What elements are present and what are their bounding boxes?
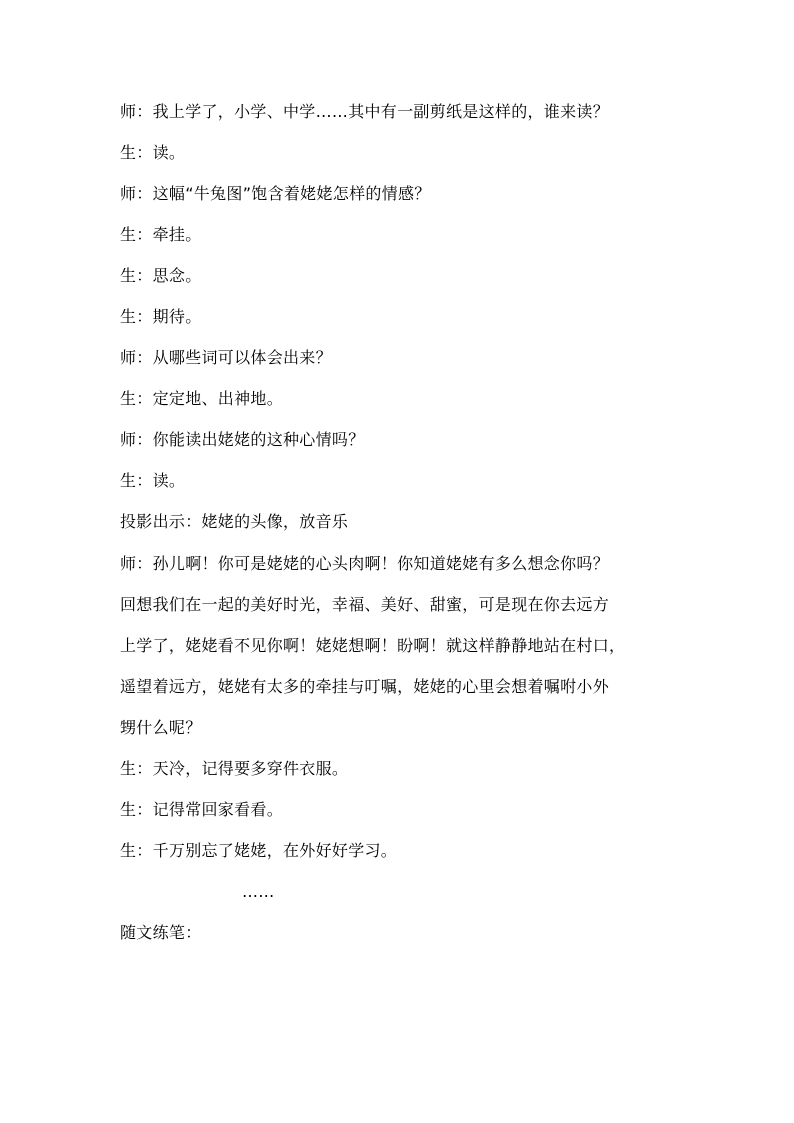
dialogue-line: 生：期待。 — [120, 307, 202, 326]
dialogue-line: 师：你能读出姥姥的这种心情吗？ — [120, 430, 365, 449]
dialogue-line: 师：我上学了，小学、中学……其中有一副剪纸是这样的，谁来读？ — [120, 102, 610, 121]
paragraph-line: 师：孙儿啊！你可是姥姥的心头肉啊！你知道姥姥有多么想念你吗？ — [120, 554, 610, 573]
paragraph-line: 上学了，姥姥看不见你啊！姥姥想啊！盼啊！就这样静静地站在村口， — [120, 636, 626, 655]
closing-heading: 随文练笔： — [120, 923, 202, 942]
paragraph-line: 甥什么呢？ — [120, 718, 202, 737]
dialogue-line: 生：读。 — [120, 143, 186, 162]
student-response: 生：天冷，记得要多穿件衣服。 — [120, 759, 349, 778]
ellipsis: …… — [242, 882, 275, 901]
student-response: 生：记得常回家看看。 — [120, 800, 284, 819]
dialogue-line: 生：读。 — [120, 471, 186, 490]
dialogue-line: 师：从哪些词可以体会出来？ — [120, 348, 332, 367]
teacher-monologue — [120, 543, 668, 748]
projection-note: 投影出示：姥姥的头像，放音乐 — [120, 512, 349, 531]
dialogue-line: 生：思念。 — [120, 266, 202, 285]
dialogue-line: 生：牵挂。 — [120, 225, 202, 244]
document-body — [120, 102, 680, 964]
student-response: 生：千万别忘了姥姥，在外好好学习。 — [120, 841, 398, 860]
dialogue-line: 生：定定地、出神地。 — [120, 389, 284, 408]
dialogue-line: 师：这幅“牛兔图”饱含着姥姥怎样的情感？ — [120, 184, 431, 203]
paragraph-line: 遥望着远方，姥姥有太多的牵挂与叮嘱，姥姥的心里会想着嘱咐小外 — [120, 677, 610, 696]
paragraph-line: 回想我们在一起的美好时光，幸福、美好、甜蜜，可是现在你去远方 — [120, 595, 610, 614]
